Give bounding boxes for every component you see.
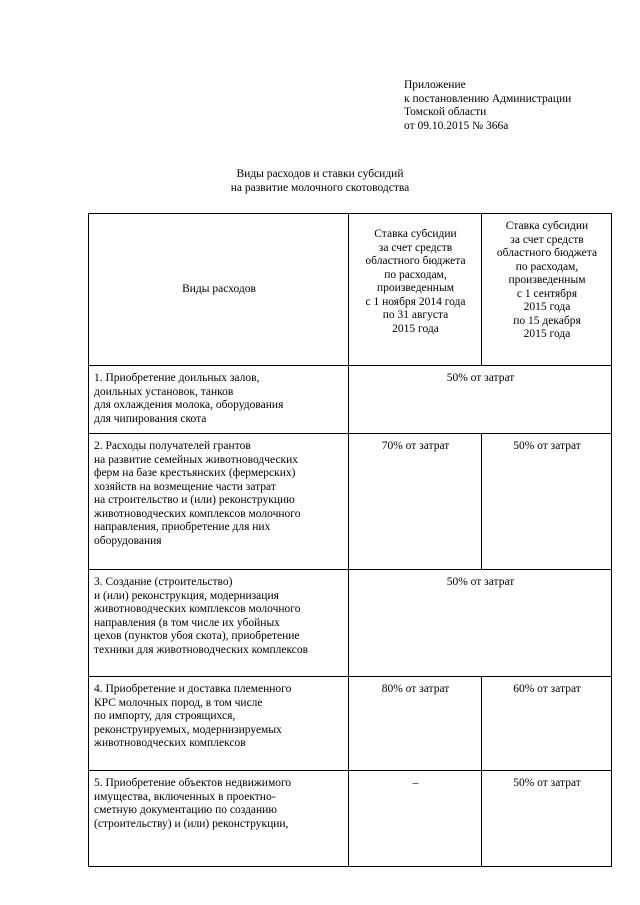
header-line: по 15 декабря <box>513 314 581 327</box>
cell-line: 4. Приобретение и доставка племенного <box>94 683 292 695</box>
cell-line: цехов (пунктов убоя скота), приобретение <box>94 630 300 642</box>
header-rate-period-2 <box>482 214 612 366</box>
cell-line: направления (в том числе их убойных <box>94 616 280 629</box>
cell-line: животноводческих комплексов <box>94 737 246 749</box>
cell-line: (строительству) и (или) реконструкции, <box>94 817 289 830</box>
header-line: областного бюджета <box>496 247 598 259</box>
subsidy-rates-table <box>88 213 612 867</box>
table-row <box>89 771 612 867</box>
cell-line: имущества, включенных в проектно- <box>94 790 276 803</box>
expense-kind-cell <box>89 366 349 434</box>
header-line: с 1 ноября 2014 года <box>365 295 466 308</box>
cell-line: животноводческих комплексов молочного <box>94 603 301 615</box>
header-line: областного бюджета <box>365 255 466 267</box>
rate-cell-merged: 50% от затрат <box>349 570 612 677</box>
header-line: Ставка субсидии <box>374 228 457 240</box>
rate-cell-period-1: 70% от затрат <box>349 434 482 570</box>
table-header-row <box>89 214 612 366</box>
cell-line: сметную документацию по созданию <box>94 804 277 816</box>
expense-kind-cell <box>89 677 349 771</box>
table-row <box>89 366 612 434</box>
table-row <box>89 570 612 677</box>
cell-line: оборудования <box>94 534 162 547</box>
appendix-line: Приложение <box>404 79 466 91</box>
table-row <box>89 677 612 771</box>
document-title <box>0 168 640 195</box>
cell-line: 3. Создание (строительство) <box>94 576 233 588</box>
rate-cell-period-2: 60% от затрат <box>482 677 612 771</box>
title-line: на развитие молочного скотоводства <box>230 181 410 194</box>
appendix-line: Томской области <box>404 106 487 118</box>
cell-line: и (или) реконструкция, модернизация <box>94 589 279 602</box>
cell-line: по импорту, для строящихся, <box>94 710 236 722</box>
cell-line: для чипирования скота <box>94 412 207 425</box>
header-rate-period-1 <box>349 214 482 366</box>
cell-line: КРС молочных пород, в том числе <box>94 696 263 709</box>
header-line: за счет средств <box>510 233 584 246</box>
cell-line: направления, приобретение для них <box>94 521 271 533</box>
rate-cell-period-2: 50% от затрат <box>482 771 612 867</box>
rate-cell-period-1: – <box>349 771 482 867</box>
cell-line: хозяйств на возмещение части затрат <box>94 480 276 493</box>
cell-line: доильных установок, танков <box>94 385 234 398</box>
header-line: 2015 года <box>523 328 571 340</box>
appendix-line: к постановлению Администрации <box>404 92 572 105</box>
cell-line: реконструируемых, модернизируемых <box>94 723 282 736</box>
header-line: за счет средств <box>378 241 453 254</box>
title-line: Виды расходов и ставки субсидий <box>236 168 404 180</box>
cell-line: на развитие семейных животноводческих <box>94 453 299 466</box>
header-expense-kinds <box>89 214 349 366</box>
header-line: произведенным <box>508 274 586 286</box>
cell-line: на строительство и (или) реконструкцию <box>94 494 295 506</box>
expense-kind-cell <box>89 434 349 570</box>
cell-line: 1. Приобретение доильных залов, <box>94 372 260 384</box>
header-line: Ставка субсидии <box>505 220 589 232</box>
expense-kind-cell <box>89 570 349 677</box>
rate-cell-period-2: 50% от затрат <box>482 434 612 570</box>
header-line: по расходам, <box>515 260 579 273</box>
rate-cell-merged: 50% от затрат <box>349 366 612 434</box>
header-line: по расходам, <box>384 268 447 281</box>
header-line: 2015 года <box>392 322 439 335</box>
cell-line: техники для животноводческих комплексов <box>94 643 309 656</box>
cell-line: для охлаждения молока, оборудования <box>94 399 284 411</box>
appendix-block <box>404 79 634 133</box>
cell-line: 2. Расходы получателей грантов <box>94 440 251 452</box>
cell-line: 5. Приобретение объектов недвижимого <box>94 777 292 789</box>
header-line: произведенным <box>377 282 454 294</box>
expense-kind-cell <box>89 771 349 867</box>
table-row <box>89 434 612 570</box>
header-label: Виды расходов <box>182 282 256 295</box>
header-line: с 1 сентября <box>516 287 578 300</box>
cell-line: животноводческих комплексов молочного <box>94 507 301 520</box>
cell-line: ферм на базе крестьянских (фермерских) <box>94 467 296 479</box>
header-line: 2015 года <box>523 301 571 313</box>
rate-cell-period-1: 80% от затрат <box>349 677 482 771</box>
header-line: по 31 августа <box>382 309 449 321</box>
appendix-line: от 09.10.2015 № 366а <box>404 119 509 132</box>
